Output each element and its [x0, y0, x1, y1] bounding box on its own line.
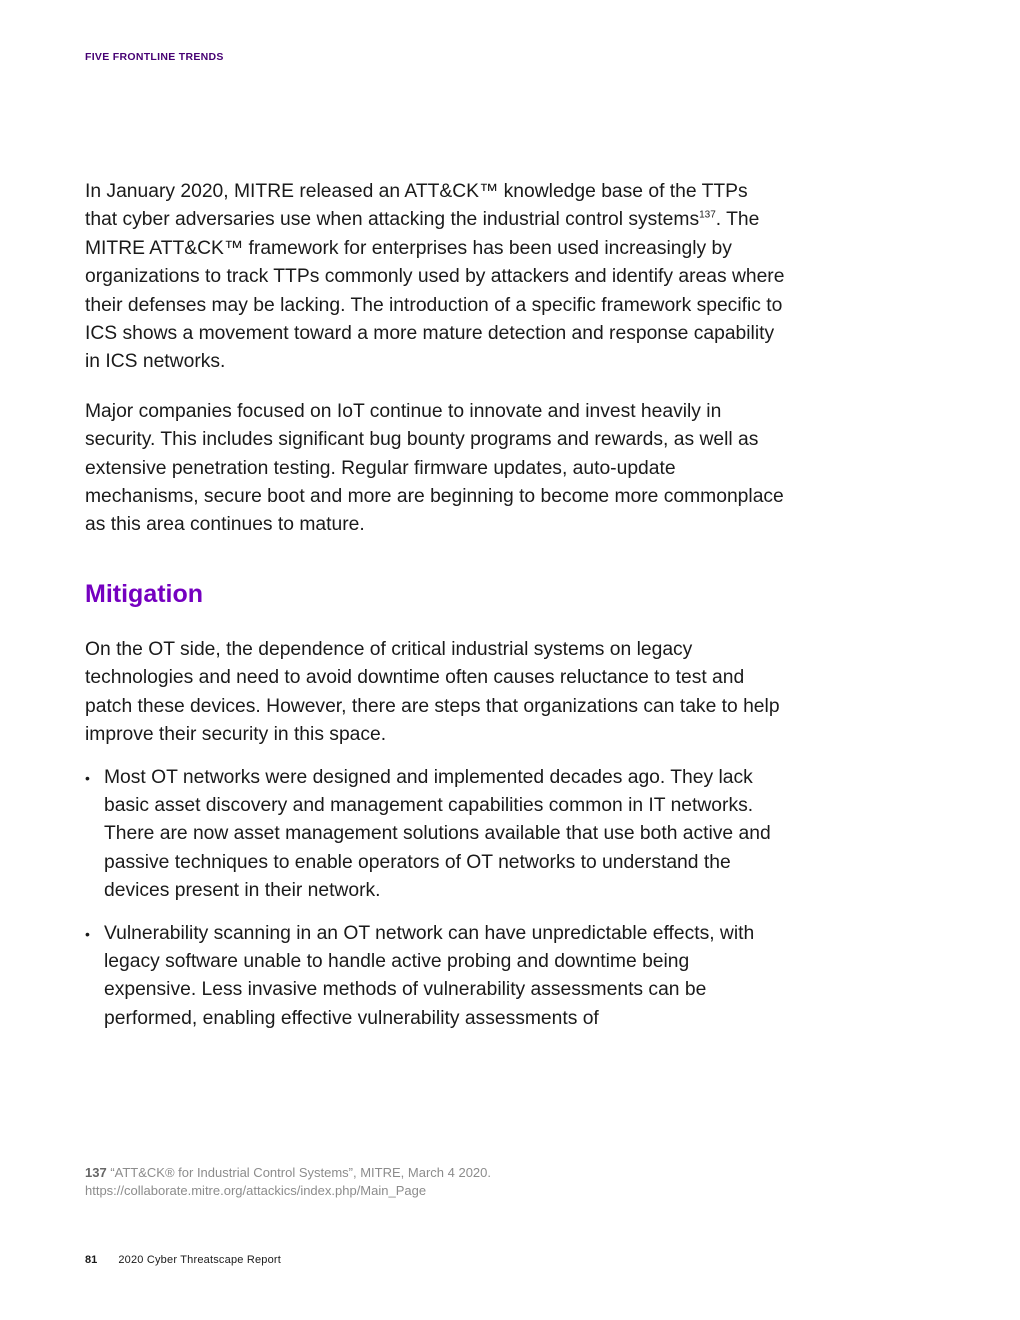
paragraph-mitre-attack — [85, 178, 785, 377]
bullet-asset-discovery-text: Most OT networks were designed and implemented decades ago. They lack basic asset discovery and management capabilities common in IT networks. There are now asset management solutions available that use both active and passive techniques to enable operators of OT networks to understand the devices present in their network. — [104, 766, 771, 902]
paragraph-mitre-attack-text: In January 2020, MITRE released an ATT&CK™ knowledge base of the TTPs that cyber adversaries use when attacking the industrial control systems — [85, 181, 748, 231]
bullet-asset-discovery — [85, 764, 785, 906]
bullet-vulnerability-scanning-text: Vulnerability scanning in an OT network can have unpredictable effects, with legacy software unable to handle active probing and downtime being expensive. Less invasive methods of vulnerability assessments can be performed, enabling effective vulnerability assessments of — [104, 922, 755, 1029]
main-content — [85, 178, 785, 1047]
footnote-137 — [85, 1164, 745, 1199]
bullet-dot-icon: • — [85, 769, 90, 786]
footnote-reference-137[interactable]: 137 — [699, 209, 716, 221]
footnote-text[interactable]: “ATT&CK® for Industrial Control Systems”, MITRE, March 4 2020. https://collaborate.mitre.org/attackics/index.php/Main_Page — [85, 1165, 491, 1198]
report-title: 2020 Cyber Threatscape Report — [118, 1254, 282, 1266]
running-header: FIVE FRONTLINE TRENDS — [85, 51, 224, 63]
footnote-number: 137 — [85, 1165, 107, 1180]
paragraph-iot-security: Major companies focused on IoT continue to innovate and invest heavily in security. This includes significant bug bounty programs and rewards, as well as extensive penetration testing. Regular firmware updates, auto-update mechanisms, secure boot and more are beginning to become more commonplace as this area continues to mature. — [85, 400, 784, 536]
paragraph-ot-side: On the OT side, the dependence of critical industrial systems on legacy technologies and need to avoid downtime often causes reluctance to test and patch these devices. However, there are steps that organizations can take to help improve their security in this space. — [85, 638, 780, 746]
paragraph-mitre-attack-continued: . The MITRE ATT&CK™ framework for enterprises has been used increasingly by organizations to track TTPs commonly used by attackers and identify areas where their defenses may be lacking. The introduction of a specific framework specific to ICS shows a movement toward a more mature detection and response capability in ICS networks. — [85, 209, 785, 373]
mitigation-heading: Mitigation — [85, 579, 204, 608]
page-number: 81 — [85, 1254, 98, 1266]
bullet-vulnerability-scanning — [85, 920, 785, 1034]
bullet-dot-icon: • — [85, 925, 90, 942]
mitigation-bullet-list — [85, 764, 785, 1034]
page-footer — [85, 1254, 281, 1266]
